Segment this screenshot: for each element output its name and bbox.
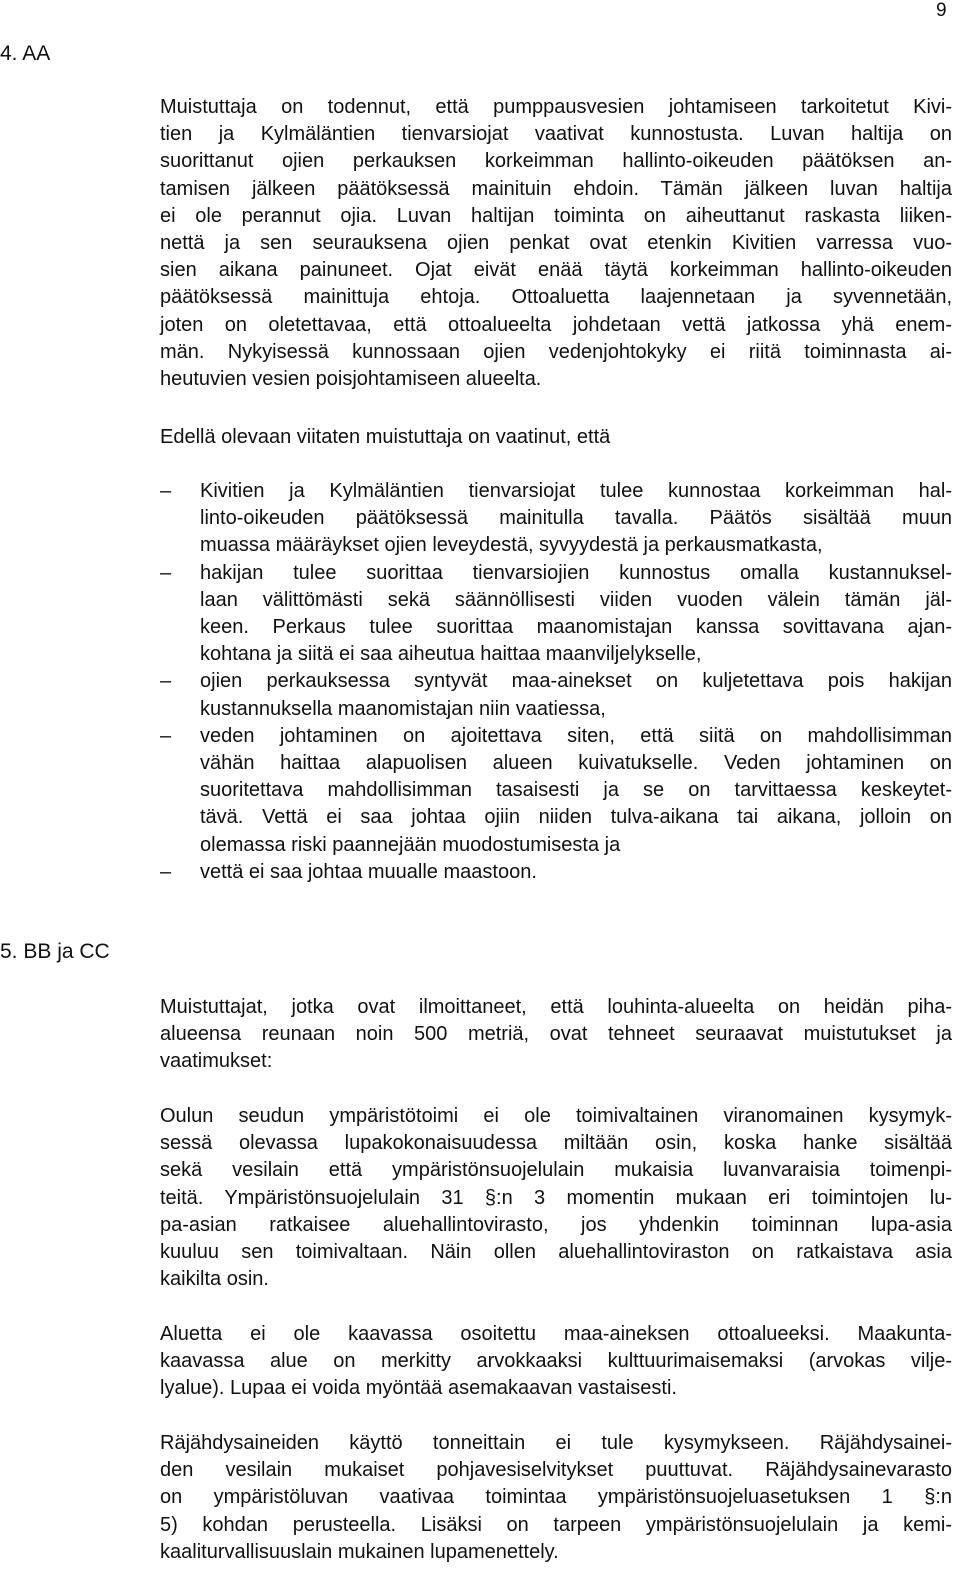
text-line: Muistuttajat, jotka ovat ilmoittaneet, että louhinta-alueelta on heidän piha- <box>160 996 952 1018</box>
text-line: suoritettava mahdollisimman tasaisesti ja se on tarvittaessa keskeytet- <box>200 779 952 802</box>
text-line: heutuvien vesien poisjohtamiseen alueelta. <box>160 368 542 391</box>
text-line: tien ja Kylmäläntien tienvarsiojat vaativat kunnostusta. Luvan haltija on <box>160 123 952 146</box>
text-line: Edellä olevaan viitaten muistuttaja on vaatinut, että <box>160 426 611 448</box>
text-line: nettä ja sen seurauksena ojien penkat ovat etenkin Kivitien varressa vuo- <box>160 232 952 255</box>
text-line: 5) kohdan perusteella. Lisäksi on tarpeen ympäristönsuojelulain ja kemi- <box>160 1513 952 1536</box>
text-line: kaikilta osin. <box>160 1268 269 1291</box>
text-line: män. Nykyisessä kunnossaan ojien vedenjohtokyky ei riitä toiminnasta ai- <box>160 340 952 363</box>
text-line: vaatimukset: <box>160 1050 273 1073</box>
text-line: on ympäristöluvan vaativaa toimintaa ympäristönsuojeluasetuksen 1 §:n <box>160 1486 952 1509</box>
text-line: vettä ei saa johtaa muualle maastoon. <box>200 860 537 883</box>
section4-demand-list <box>160 478 952 888</box>
text-line: lyalue). Lupaa ei voida myöntää asemakaavan vastaisesti. <box>160 1377 677 1400</box>
text-line: kuuluu sen toimivaltaan. Näin ollen aluehallintoviraston on ratkaistava asia <box>160 1241 952 1264</box>
text-line: keen. Perkaus tulee suorittaa maanomistajan kanssa sovittavana ajan- <box>200 616 952 638</box>
section4-paragraph-2 <box>160 424 610 451</box>
text-line: Oulun seudun ympäristötoimi ei ole toimivaltainen viranomainen kysymyk- <box>160 1105 952 1127</box>
text-line: vähän haittaa alapuolisen alueen kuivatukselle. Veden johtaminen on <box>200 752 952 774</box>
dash-bullet: – <box>160 724 172 747</box>
page-number: 9 <box>936 0 947 21</box>
text-line: Aluetta ei ole kaavassa osoitettu maa-aineksen ottoalueeksi. Maakunta- <box>160 1323 952 1345</box>
text-line: ojien perkauksessa syntyvät maa-ainekset on kuljetettava pois hakijan <box>200 670 952 693</box>
section5-paragraph-2 <box>160 1103 952 1293</box>
text-line: hakijan tulee suorittaa tienvarsiojien kunnostus omalla kustannuksel- <box>200 561 952 584</box>
dash-bullet: – <box>160 860 172 883</box>
text-line: muassa määräykset ojien leveydestä, syvyydestä ja perkausmatkasta, <box>200 534 823 557</box>
text-line: pa-asian ratkaisee aluehallintovirasto, jos yhdenkin toiminnan lupa-asia <box>160 1213 952 1236</box>
text-line: päätöksessä mainittuja ehtoja. Ottoaluetta laajennetaan ja syvennetään, <box>160 286 952 309</box>
text-line: tamisen jälkeen päätöksessä mainituin ehdoin. Tämän jälkeen luvan haltija <box>160 177 952 200</box>
text-line: kaaliturvallisuuslain mukainen lupamenettely. <box>160 1540 559 1563</box>
text-line: linto-oikeuden päätöksessä mainitulla tavalla. Päätös sisältää muun <box>200 507 952 530</box>
text-line: Kivitien ja Kylmäläntien tienvarsiojat tulee kunnostaa korkeimman hal- <box>200 480 952 502</box>
text-line: tävä. Vettä ei saa johtaa ojiin niiden tulva-aikana tai aikana, jolloin on <box>200 806 952 829</box>
text-line: den vesilain mukaiset pohjavesiselvitykset puuttuvat. Räjähdysainevarasto <box>160 1459 952 1482</box>
dash-bullet: – <box>160 670 172 693</box>
section4-paragraph-1 <box>160 94 952 393</box>
section5-paragraph-4 <box>160 1430 952 1566</box>
text-line: kaavassa alue on merkitty arvokkaaksi kulttuurimaisemaksi (arvokas vilje- <box>160 1350 952 1373</box>
text-line: kustannuksella maanomistajan niin vaatiessa, <box>200 697 606 720</box>
text-line: alueensa reunaan noin 500 metriä, ovat tehneet seuraavat muistutukset ja <box>160 1023 952 1046</box>
text-line: sekä vesilain että ympäristönsuojelulain mukaisia luvanvaraisia toimenpi- <box>160 1159 952 1182</box>
text-line: olemassa riski paannejään muodostumisesta ja <box>200 833 621 856</box>
text-line: laan välittömästi sekä säännöllisesti viiden vuoden välein tämän jäl- <box>200 588 952 611</box>
text-line: sessä olevassa lupakokonaisuudessa miltään osin, koska hanke sisältää <box>160 1132 952 1155</box>
text-line: sien aikana painuneet. Ojat eivät enää täytä korkeimman hallinto-oikeuden <box>160 259 952 282</box>
text-line: Muistuttaja on todennut, että pumppausvesien johtamiseen tarkoitetut Kivi- <box>160 96 952 118</box>
text-line: suorittanut ojien perkauksen korkeimman hallinto-oikeuden päätöksen an- <box>160 150 952 173</box>
dash-bullet: – <box>160 480 172 502</box>
section-heading-4: 4. AA <box>0 42 51 65</box>
text-line: Räjähdysaineiden käyttö tonneittain ei tule kysymykseen. Räjähdysainei- <box>160 1432 952 1454</box>
text-line: teitä. Ympäristönsuojelulain 31 §:n 3 momentin mukaan eri toimintojen lu- <box>160 1186 952 1209</box>
section-heading-5: 5. BB ja CC <box>0 940 110 963</box>
dash-bullet: – <box>160 561 172 584</box>
text-line: ei ole perannut ojia. Luvan haltijan toiminta on aiheuttanut raskasta liiken- <box>160 204 952 227</box>
text-line: joten on oletettavaa, että ottoalueelta johdetaan vettä jatkossa yhä enem- <box>160 313 952 336</box>
section5-paragraph-3 <box>160 1321 952 1403</box>
text-line: veden johtaminen on ajoitettava siten, että siitä on mahdollisimman <box>200 724 952 747</box>
section5-paragraph-1 <box>160 994 952 1076</box>
text-line: kohtana ja siitä ei saa aiheutua haittaa maanviljelykselle, <box>200 643 702 666</box>
